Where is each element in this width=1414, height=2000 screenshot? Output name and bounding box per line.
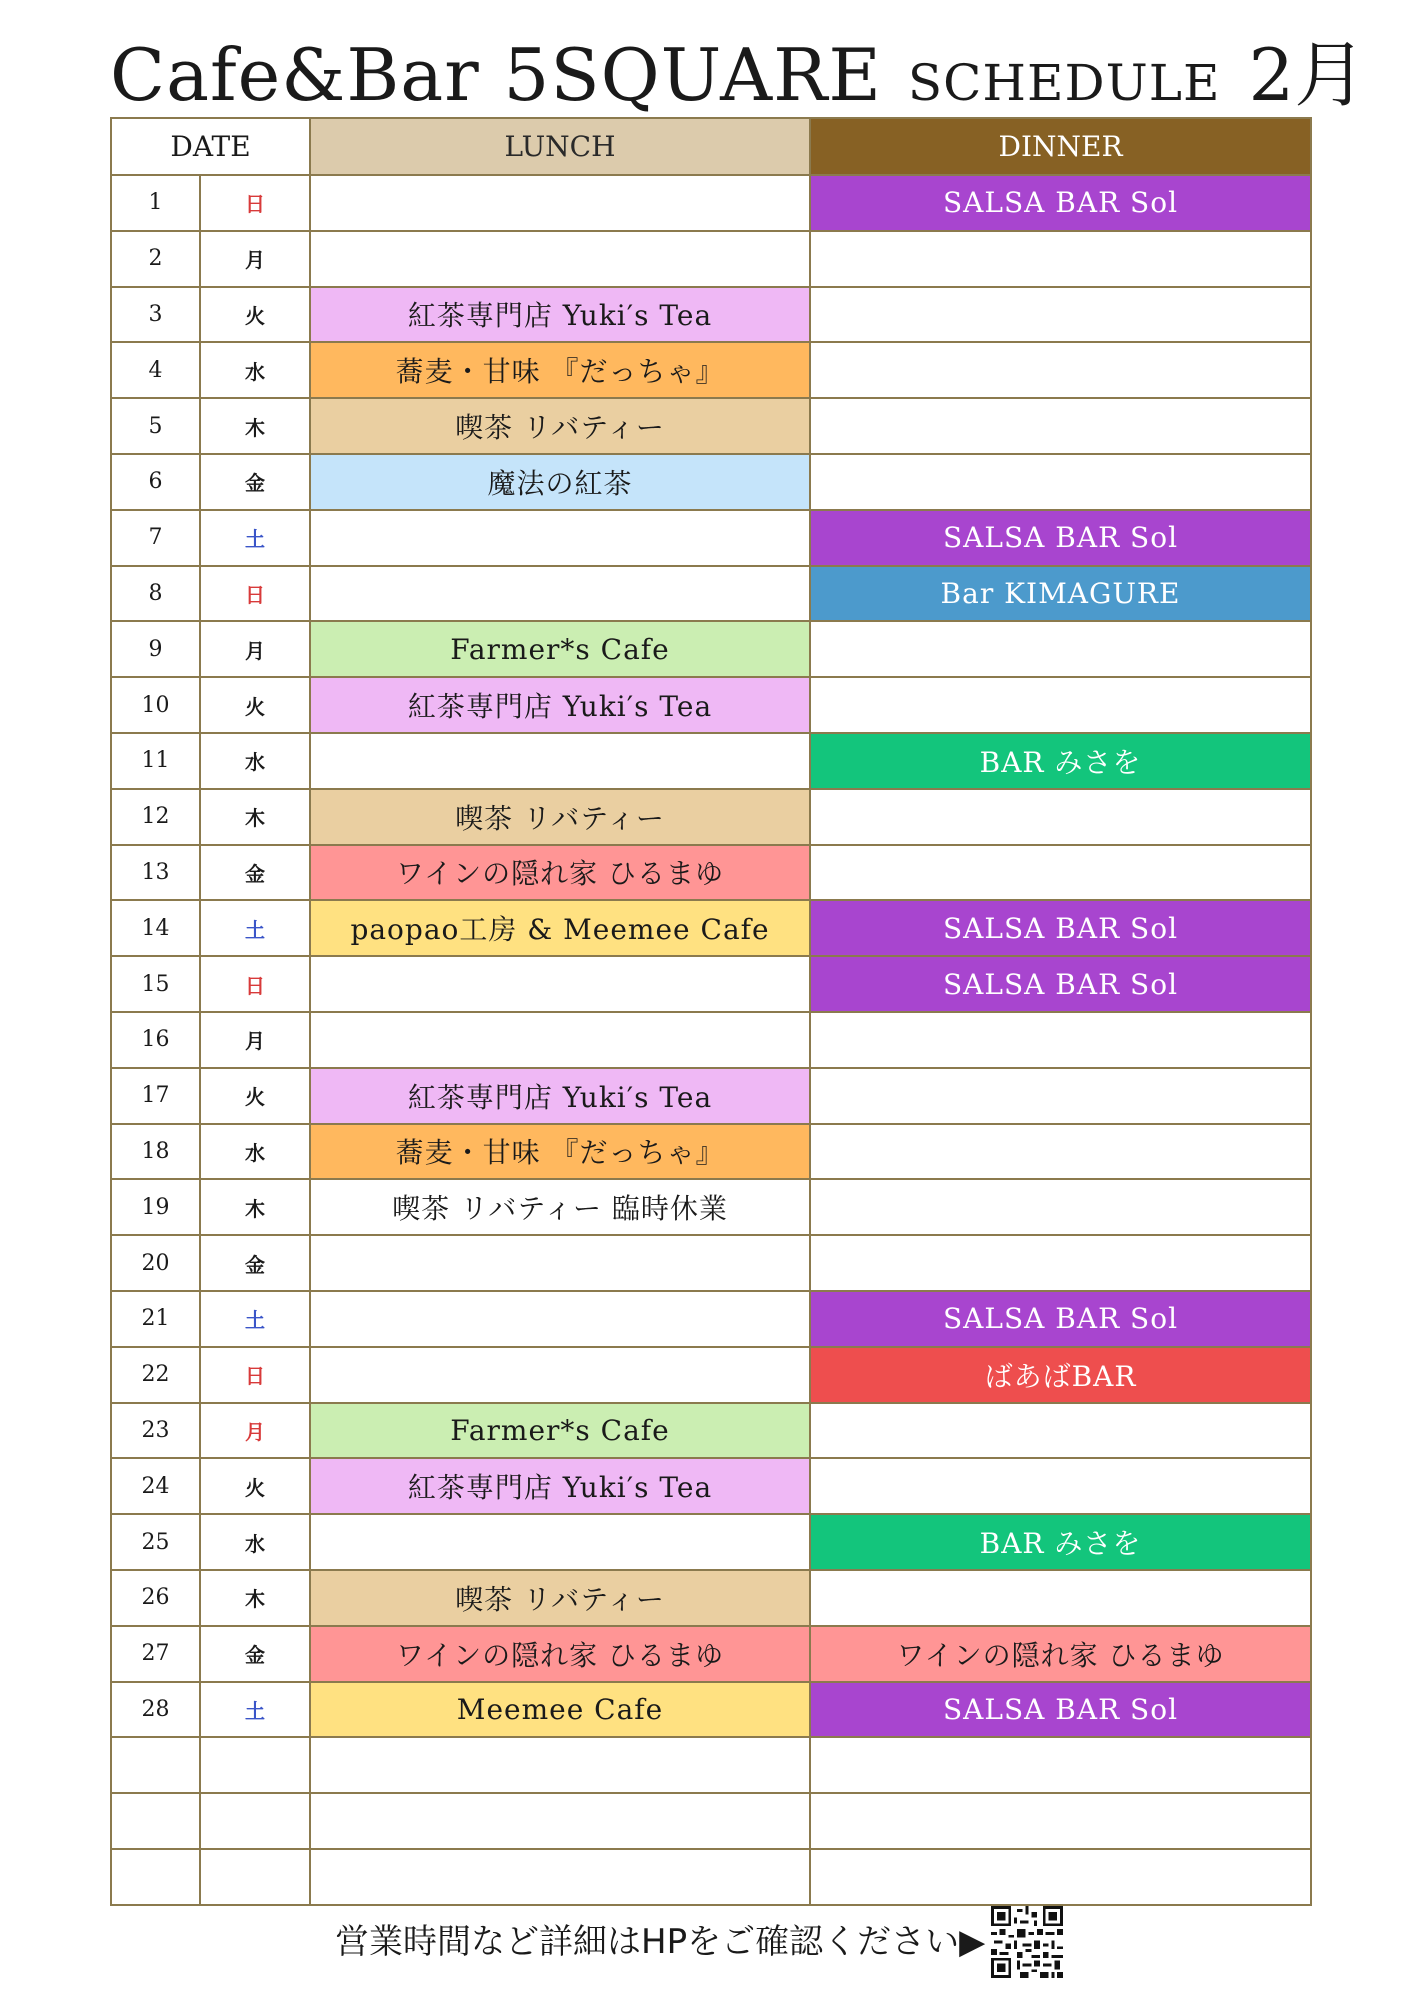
lunch-cell: 喫茶 リバティー: [310, 398, 810, 454]
day-cell: 8: [111, 566, 200, 622]
table-row: [111, 398, 1311, 454]
lunch-cell: 喫茶 リバティー: [310, 789, 810, 845]
day-cell: 6: [111, 454, 200, 510]
table-row: [111, 1068, 1311, 1124]
table-row: [111, 1124, 1311, 1180]
lunch-cell: [310, 1737, 810, 1793]
lunch-cell: ワインの隠れ家 ひるまゆ: [310, 845, 810, 901]
weekday-cell: 金: [200, 1235, 310, 1291]
table-row: [111, 677, 1311, 733]
lunch-cell: [310, 1012, 810, 1068]
table-row: [111, 1793, 1311, 1849]
dinner-cell: [810, 287, 1311, 343]
weekday-cell: 金: [200, 845, 310, 901]
weekday-cell: 月: [200, 1403, 310, 1459]
day-cell: 21: [111, 1291, 200, 1347]
day-cell: 11: [111, 733, 200, 789]
dinner-cell: [810, 1458, 1311, 1514]
table-row: [111, 621, 1311, 677]
weekday-cell: 月: [200, 231, 310, 287]
table-row: [111, 342, 1311, 398]
lunch-cell: [310, 1793, 810, 1849]
dinner-cell: SALSA BAR Sol: [810, 1291, 1311, 1347]
lunch-cell: [310, 231, 810, 287]
table-row: [111, 287, 1311, 343]
dinner-cell: SALSA BAR Sol: [810, 175, 1311, 231]
table-row: [111, 1737, 1311, 1793]
table-row: [111, 845, 1311, 901]
header-row: [111, 118, 1311, 175]
dinner-cell: [810, 454, 1311, 510]
dinner-cell: [810, 398, 1311, 454]
day-cell: 14: [111, 900, 200, 956]
lunch-cell: 喫茶 リバティー: [310, 1570, 810, 1626]
lunch-cell: paopao工房 & Meemee Cafe: [310, 900, 810, 956]
lunch-cell: Meemee Cafe: [310, 1682, 810, 1738]
table-row: [111, 1347, 1311, 1403]
day-cell: 3: [111, 287, 200, 343]
day-cell: 15: [111, 956, 200, 1012]
dinner-cell: BAR みさを: [810, 733, 1311, 789]
dinner-cell: [810, 1068, 1311, 1124]
footer: [335, 1902, 1235, 1982]
weekday-cell: 木: [200, 1570, 310, 1626]
day-cell: 13: [111, 845, 200, 901]
day-cell: 12: [111, 789, 200, 845]
day-cell: 17: [111, 1068, 200, 1124]
weekday-cell: 土: [200, 1682, 310, 1738]
lunch-cell: [310, 1849, 810, 1905]
day-cell: 26: [111, 1570, 200, 1626]
table-row: [111, 1570, 1311, 1626]
day-cell: 7: [111, 510, 200, 566]
day-cell: 27: [111, 1626, 200, 1682]
dinner-cell: SALSA BAR Sol: [810, 510, 1311, 566]
day-cell: 25: [111, 1514, 200, 1570]
day-cell: 5: [111, 398, 200, 454]
table-row: [111, 1514, 1311, 1570]
dinner-cell: [810, 677, 1311, 733]
day-cell: 22: [111, 1347, 200, 1403]
dinner-cell: ばあばBAR: [810, 1347, 1311, 1403]
dinner-cell: SALSA BAR Sol: [810, 1682, 1311, 1738]
dinner-cell: ワインの隠れ家 ひるまゆ: [810, 1626, 1311, 1682]
dinner-cell: BAR みさを: [810, 1514, 1311, 1570]
table-row: [111, 566, 1311, 622]
weekday-cell: 金: [200, 454, 310, 510]
dinner-cell: SALSA BAR Sol: [810, 956, 1311, 1012]
weekday-cell: 木: [200, 789, 310, 845]
table-row: [111, 733, 1311, 789]
lunch-cell: 紅茶専門店 Yuki′s Tea: [310, 1068, 810, 1124]
lunch-cell: ワインの隠れ家 ひるまゆ: [310, 1626, 810, 1682]
weekday-cell: 木: [200, 1179, 310, 1235]
weekday-cell: [200, 1737, 310, 1793]
table-row: [111, 1849, 1311, 1905]
dinner-cell: [810, 1737, 1311, 1793]
table-row: [111, 231, 1311, 287]
weekday-cell: 日: [200, 566, 310, 622]
lunch-cell: 魔法の紅茶: [310, 454, 810, 510]
cafe-name: Cafe&Bar 5SQUARE: [110, 33, 882, 117]
lunch-cell: 紅茶専門店 Yuki′s Tea: [310, 287, 810, 343]
table-row: [111, 1012, 1311, 1068]
dinner-cell: SALSA BAR Sol: [810, 900, 1311, 956]
day-cell: 18: [111, 1124, 200, 1180]
lunch-cell: 紅茶専門店 Yuki′s Tea: [310, 1458, 810, 1514]
table-row: [111, 1291, 1311, 1347]
weekday-cell: 火: [200, 1458, 310, 1514]
month-label: 2月: [1248, 33, 1367, 117]
dinner-cell: [810, 342, 1311, 398]
table-row: [111, 510, 1311, 566]
lunch-cell: [310, 566, 810, 622]
dinner-header: DINNER: [810, 118, 1311, 175]
weekday-cell: 火: [200, 677, 310, 733]
weekday-cell: 木: [200, 398, 310, 454]
weekday-cell: 土: [200, 1291, 310, 1347]
table-row: [111, 956, 1311, 1012]
lunch-cell: [310, 175, 810, 231]
dinner-cell: [810, 1012, 1311, 1068]
dinner-cell: [810, 1793, 1311, 1849]
lunch-cell: Farmer*s Cafe: [310, 621, 810, 677]
table-row: [111, 1403, 1311, 1459]
day-cell: 23: [111, 1403, 200, 1459]
lunch-header: LUNCH: [310, 118, 810, 175]
page-title: [110, 30, 1367, 120]
table-row: [111, 454, 1311, 510]
day-cell: 4: [111, 342, 200, 398]
lunch-cell: [310, 1347, 810, 1403]
day-cell: 10: [111, 677, 200, 733]
weekday-cell: 水: [200, 1514, 310, 1570]
lunch-cell: [310, 956, 810, 1012]
dinner-cell: [810, 1235, 1311, 1291]
day-cell: [111, 1793, 200, 1849]
weekday-cell: 水: [200, 342, 310, 398]
weekday-cell: [200, 1793, 310, 1849]
day-cell: 9: [111, 621, 200, 677]
dinner-cell: [810, 1403, 1311, 1459]
lunch-cell: [310, 1291, 810, 1347]
lunch-cell: 蕎麦・甘味 『だっちゃ』: [310, 1124, 810, 1180]
lunch-cell: [310, 510, 810, 566]
weekday-cell: 火: [200, 1068, 310, 1124]
dinner-cell: [810, 1570, 1311, 1626]
day-cell: 24: [111, 1458, 200, 1514]
schedule-label: SCHEDULE: [907, 54, 1221, 112]
lunch-cell: Farmer*s Cafe: [310, 1403, 810, 1459]
table-row: [111, 1458, 1311, 1514]
day-cell: 16: [111, 1012, 200, 1068]
schedule-table: [110, 117, 1312, 1906]
day-cell: 28: [111, 1682, 200, 1738]
table-row: [111, 175, 1311, 231]
dinner-cell: Bar KIMAGURE: [810, 566, 1311, 622]
weekday-cell: 日: [200, 956, 310, 1012]
lunch-cell: 喫茶 リバティー 臨時休業: [310, 1179, 810, 1235]
qr-code-icon[interactable]: [991, 1906, 1063, 1978]
weekday-cell: 水: [200, 1124, 310, 1180]
day-cell: 20: [111, 1235, 200, 1291]
lunch-cell: 蕎麦・甘味 『だっちゃ』: [310, 342, 810, 398]
day-cell: 1: [111, 175, 200, 231]
lunch-cell: [310, 1235, 810, 1291]
weekday-cell: [200, 1849, 310, 1905]
lunch-cell: [310, 733, 810, 789]
weekday-cell: 水: [200, 733, 310, 789]
dinner-cell: [810, 1849, 1311, 1905]
weekday-cell: 火: [200, 287, 310, 343]
dinner-cell: [810, 621, 1311, 677]
dinner-cell: [810, 1179, 1311, 1235]
day-cell: 2: [111, 231, 200, 287]
table-row: [111, 1682, 1311, 1738]
lunch-cell: 紅茶専門店 Yuki′s Tea: [310, 677, 810, 733]
table-row: [111, 789, 1311, 845]
day-cell: [111, 1849, 200, 1905]
dinner-cell: [810, 1124, 1311, 1180]
weekday-cell: 日: [200, 1347, 310, 1403]
dinner-cell: [810, 231, 1311, 287]
weekday-cell: 土: [200, 900, 310, 956]
footer-note: 営業時間など詳細はHPをご確認ください▶: [335, 1922, 986, 1962]
dinner-cell: [810, 789, 1311, 845]
weekday-cell: 日: [200, 175, 310, 231]
day-cell: 19: [111, 1179, 200, 1235]
weekday-cell: 月: [200, 621, 310, 677]
weekday-cell: 土: [200, 510, 310, 566]
table-row: [111, 1235, 1311, 1291]
weekday-cell: 月: [200, 1012, 310, 1068]
table-row: [111, 900, 1311, 956]
table-row: [111, 1626, 1311, 1682]
day-cell: [111, 1737, 200, 1793]
table-row: [111, 1179, 1311, 1235]
dinner-cell: [810, 845, 1311, 901]
lunch-cell: [310, 1514, 810, 1570]
weekday-cell: 金: [200, 1626, 310, 1682]
date-header: DATE: [111, 118, 310, 175]
